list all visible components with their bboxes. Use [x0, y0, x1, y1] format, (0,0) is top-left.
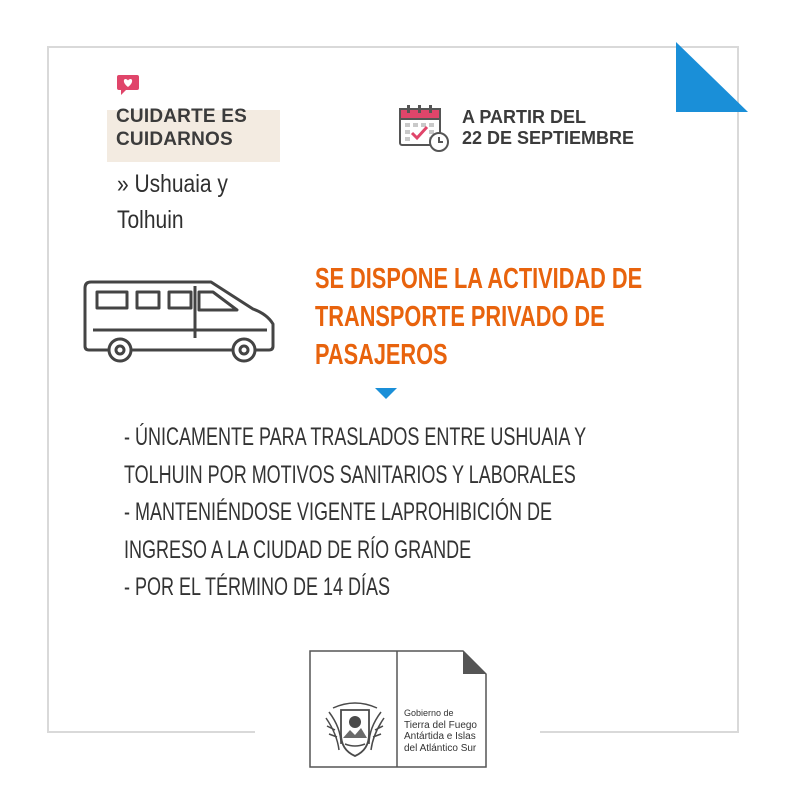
date-line2: 22 DE SEPTIEMBRE	[462, 128, 635, 148]
province-coat-of-arms-icon	[323, 700, 387, 760]
down-pointer-icon	[375, 388, 397, 399]
government-logo	[309, 650, 487, 768]
location-label: » Ushuaia y Tolhuin	[117, 170, 228, 234]
brand-title-line2: CUIDARNOS	[116, 129, 233, 150]
headline-line1: SE DISPONE LA ACTIVIDAD DE	[315, 263, 643, 295]
brand-title-line1: CUIDARTE ES	[116, 106, 247, 127]
condition-line: TOLHUIN POR MOTIVOS SANITARIOS Y LABORALES	[124, 460, 576, 489]
headline-line2: TRANSPORTE PRIVADO DE	[315, 301, 605, 333]
calendar-check-icon	[398, 104, 452, 154]
date-text	[462, 107, 634, 149]
condition-line: - POR EL TÉRMINO DE 14 DÍAS	[124, 573, 391, 601]
logo-line4: del Atlántico Sur	[404, 742, 477, 754]
condition-line: INGRESO A LA CIUDAD DE RÍO GRANDE	[124, 535, 472, 564]
passenger-van-icon	[83, 276, 279, 368]
condition-line: - ÚNICAMENTE PARA TRASLADOS ENTRE USHUAIA Y	[124, 423, 587, 451]
conditions-list	[124, 419, 628, 607]
logo-line3: Antártida e Islas	[404, 731, 476, 742]
headline	[315, 260, 705, 374]
corner-triangle-icon	[676, 42, 748, 112]
date-line1: A PARTIR DEL	[462, 107, 586, 127]
headline-line3: PASAJEROS	[315, 339, 448, 371]
logo-caption	[404, 708, 477, 754]
heart-chat-icon	[116, 74, 140, 96]
logo-line2: Tierra del Fuego	[404, 719, 477, 731]
logo-line1: Gobierno de	[404, 708, 454, 718]
condition-line: - MANTENIÉNDOSE VIGENTE LAPROHIBICIÓN DE	[124, 498, 553, 526]
date-notice	[398, 104, 635, 159]
